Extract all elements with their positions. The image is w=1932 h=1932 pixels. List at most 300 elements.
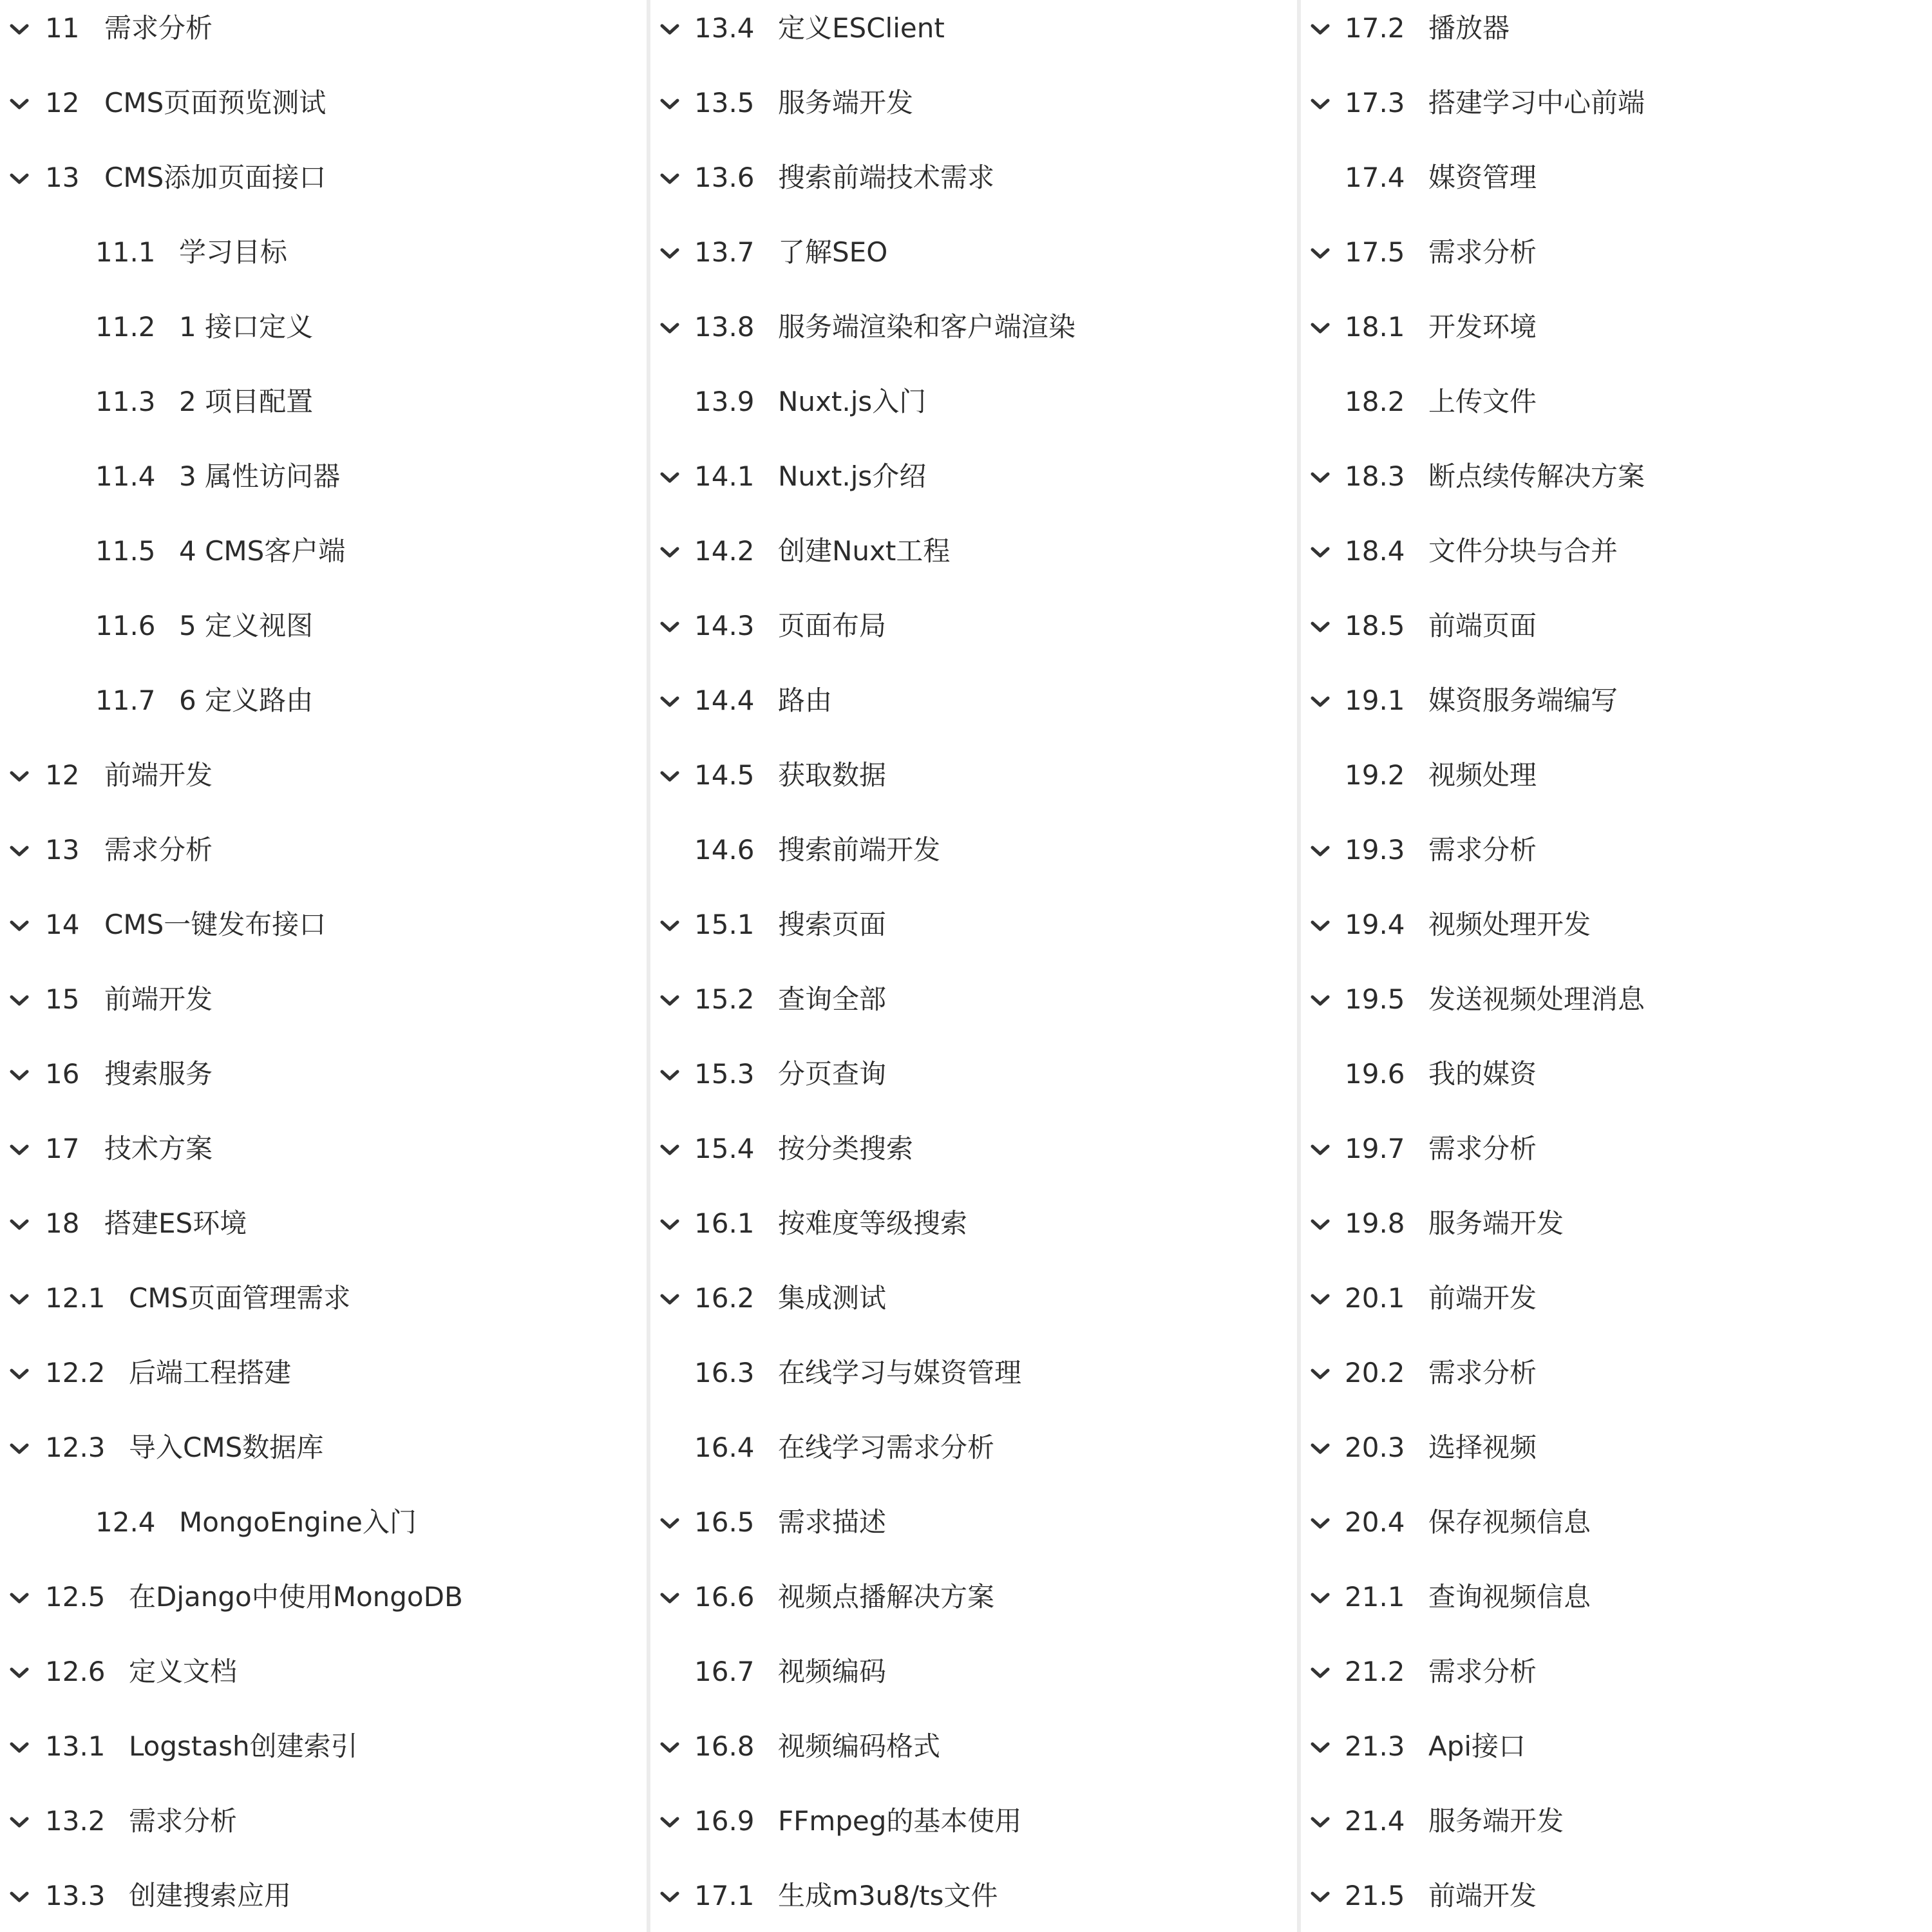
- chevron-down-icon[interactable]: [1310, 1741, 1331, 1754]
- toc-item[interactable]: [1301, 71, 1932, 135]
- chevron-down-icon[interactable]: [9, 1368, 30, 1381]
- toc-item-title: 需求分析: [129, 1805, 238, 1837]
- toc-item-title: 6 定义路由: [179, 685, 314, 716]
- toc-item-title: 前端开发: [1428, 1880, 1537, 1911]
- toc-item[interactable]: [1301, 1042, 1932, 1106]
- chevron-down-icon[interactable]: [9, 1218, 30, 1231]
- toc-item-number: 14.6: [694, 834, 755, 866]
- toc-item[interactable]: [1301, 743, 1932, 808]
- chevron-down-icon[interactable]: [1310, 1144, 1331, 1157]
- toc-item-number: 11.4: [95, 460, 156, 492]
- toc-item-title: 服务端开发: [778, 87, 914, 118]
- chevron-down-icon[interactable]: [1310, 994, 1331, 1007]
- toc-item[interactable]: [650, 1640, 1297, 1704]
- toc-item[interactable]: [1301, 1864, 1932, 1928]
- toc-item[interactable]: [1301, 1714, 1932, 1779]
- toc-item-title: 路由: [778, 685, 833, 716]
- toc-item[interactable]: [0, 1565, 647, 1629]
- toc-item-number: 19.3: [1345, 834, 1405, 866]
- toc-item-number: 21.5: [1345, 1880, 1405, 1911]
- chevron-down-icon[interactable]: [659, 471, 680, 484]
- toc-item-number: 21.4: [1345, 1805, 1405, 1837]
- toc-item-title: MongoEngine入门: [179, 1506, 417, 1538]
- toc-item-title: 服务端开发: [1428, 1208, 1564, 1239]
- toc-item[interactable]: [1301, 1416, 1932, 1480]
- chevron-down-icon[interactable]: [9, 920, 30, 933]
- toc-item-number: 16.3: [694, 1357, 755, 1388]
- toc-item-title: 按难度等级搜索: [778, 1208, 968, 1239]
- chevron-down-icon[interactable]: [9, 1891, 30, 1904]
- toc-item-number: 11.7: [95, 685, 156, 716]
- toc-item[interactable]: [0, 370, 647, 434]
- toc-item-title: 在Django中使用MongoDB: [129, 1581, 463, 1613]
- toc-item-title: 上传文件: [1428, 386, 1537, 417]
- toc-item[interactable]: [0, 1789, 647, 1853]
- toc-item-title: 视频编码: [778, 1656, 887, 1687]
- toc-item[interactable]: [0, 1266, 647, 1331]
- chevron-down-icon[interactable]: [1310, 1517, 1331, 1530]
- toc-item-number: 12.6: [45, 1656, 106, 1687]
- toc-item-number: 13.6: [694, 162, 755, 193]
- toc-item[interactable]: [650, 1117, 1297, 1181]
- toc-item-number: 13.9: [694, 386, 755, 417]
- toc-item[interactable]: [650, 1490, 1297, 1555]
- chevron-down-icon[interactable]: [659, 770, 680, 783]
- toc-item[interactable]: [650, 519, 1297, 583]
- toc-item-number: 12: [45, 759, 80, 791]
- toc-item[interactable]: [650, 1042, 1297, 1106]
- toc-item-title: 搜索前端开发: [778, 834, 941, 866]
- toc-item[interactable]: [1301, 594, 1932, 658]
- toc-item-number: 16: [45, 1058, 80, 1090]
- toc-item[interactable]: [1301, 818, 1932, 882]
- toc-item-number: 16.7: [694, 1656, 755, 1687]
- chevron-down-icon[interactable]: [1310, 1592, 1331, 1605]
- toc-item-title: 获取数据: [778, 759, 887, 791]
- toc-item[interactable]: [1301, 1341, 1932, 1405]
- toc-item[interactable]: [0, 295, 647, 359]
- chevron-down-icon[interactable]: [1310, 546, 1331, 559]
- toc-item[interactable]: [650, 1341, 1297, 1405]
- toc-item[interactable]: [650, 668, 1297, 733]
- toc-item-title: 媒资管理: [1428, 162, 1537, 193]
- toc-item-title: 视频处理: [1428, 759, 1537, 791]
- chevron-down-icon[interactable]: [659, 621, 680, 634]
- toc-item-number: 19.8: [1345, 1208, 1405, 1239]
- toc-item-number: 13.1: [45, 1730, 106, 1762]
- toc-item-title: FFmpeg的基本使用: [778, 1805, 1022, 1837]
- toc-item-number: 16.1: [694, 1208, 755, 1239]
- chevron-down-icon[interactable]: [9, 1741, 30, 1754]
- toc-item[interactable]: [0, 967, 647, 1032]
- toc-item-title: 定义文档: [129, 1656, 238, 1687]
- toc-item-number: 18.3: [1345, 460, 1405, 492]
- toc-item[interactable]: [650, 1714, 1297, 1779]
- toc-item-title: 页面布局: [778, 610, 887, 641]
- toc-item[interactable]: [0, 594, 647, 658]
- toc-item-number: 11: [45, 12, 80, 44]
- toc-item-title: 搜索页面: [778, 909, 887, 940]
- toc-item-title: 4 CMS客户端: [179, 535, 346, 567]
- toc-item[interactable]: [650, 818, 1297, 882]
- toc-item[interactable]: [0, 220, 647, 285]
- toc-item-title: 创建搜索应用: [129, 1880, 292, 1911]
- toc-item[interactable]: [1301, 1191, 1932, 1256]
- toc-list: [0, 0, 647, 1932]
- toc-item[interactable]: [0, 0, 647, 61]
- toc-item-number: 12.3: [45, 1432, 106, 1463]
- toc-item-title: Nuxt.js入门: [778, 386, 927, 417]
- toc-item-number: 20.3: [1345, 1432, 1405, 1463]
- chevron-down-icon[interactable]: [1310, 845, 1331, 858]
- toc-item-number: 12.1: [45, 1282, 106, 1314]
- toc-item-number: 16.9: [694, 1805, 755, 1837]
- toc-item[interactable]: [650, 0, 1297, 61]
- toc-item-title: Nuxt.js介绍: [778, 460, 927, 492]
- toc-item-title: 分页查询: [778, 1058, 887, 1090]
- toc-item-title: CMS页面管理需求: [129, 1282, 351, 1314]
- toc-item-title: 发送视频处理消息: [1428, 983, 1645, 1015]
- toc-item-title: 导入CMS数据库: [129, 1432, 324, 1463]
- toc-item[interactable]: [0, 1341, 647, 1405]
- toc-item[interactable]: [1301, 295, 1932, 359]
- toc-item[interactable]: [650, 444, 1297, 509]
- toc-item-title: 开发环境: [1428, 311, 1537, 343]
- toc-item[interactable]: [0, 668, 647, 733]
- toc-item-number: 13.5: [694, 87, 755, 118]
- toc-item-number: 21.1: [1345, 1581, 1405, 1613]
- chevron-down-icon[interactable]: [9, 994, 30, 1007]
- chevron-down-icon[interactable]: [659, 322, 680, 335]
- toc-item[interactable]: [0, 146, 647, 210]
- chevron-down-icon[interactable]: [9, 1443, 30, 1455]
- toc-item-title: 搭建学习中心前端: [1428, 87, 1645, 118]
- chevron-down-icon[interactable]: [1310, 920, 1331, 933]
- toc-item[interactable]: [0, 1042, 647, 1106]
- toc-item-number: 19.4: [1345, 909, 1405, 940]
- chevron-down-icon[interactable]: [1310, 621, 1331, 634]
- chevron-down-icon[interactable]: [9, 1816, 30, 1829]
- chevron-down-icon[interactable]: [9, 1144, 30, 1157]
- toc-item-number: 19.6: [1345, 1058, 1405, 1090]
- chevron-down-icon[interactable]: [9, 1069, 30, 1082]
- chevron-down-icon[interactable]: [1310, 696, 1331, 708]
- toc-item-number: 13.2: [45, 1805, 106, 1837]
- toc-item[interactable]: [0, 1191, 647, 1256]
- toc-item-number: 18.5: [1345, 610, 1405, 641]
- toc-item[interactable]: [1301, 668, 1932, 733]
- chevron-down-icon[interactable]: [9, 173, 30, 185]
- toc-item-title: 学习目标: [179, 236, 288, 268]
- toc-item-number: 17.3: [1345, 87, 1405, 118]
- toc-item[interactable]: [650, 967, 1297, 1032]
- toc-item-title: 在线学习需求分析: [778, 1432, 995, 1463]
- toc-item-title: 后端工程搭建: [129, 1357, 292, 1388]
- toc-item[interactable]: [650, 370, 1297, 434]
- toc-item-number: 13: [45, 162, 80, 193]
- toc-item-title: 技术方案: [104, 1133, 213, 1164]
- toc-item-title: 2 项目配置: [179, 386, 314, 417]
- toc-item-title: 需求描述: [778, 1506, 887, 1538]
- toc-item-title: 前端页面: [1428, 610, 1537, 641]
- toc-item-number: 16.6: [694, 1581, 755, 1613]
- toc-item-title: 查询视频信息: [1428, 1581, 1591, 1613]
- toc-item-title: 定义ESClient: [778, 12, 945, 44]
- toc-item-title: CMS添加页面接口: [104, 162, 327, 193]
- toc-item[interactable]: [0, 71, 647, 135]
- toc-item[interactable]: [650, 71, 1297, 135]
- chevron-down-icon[interactable]: [9, 1667, 30, 1680]
- toc-item-title: 需求分析: [1428, 1133, 1537, 1164]
- toc-item-number: 18.1: [1345, 311, 1405, 343]
- toc-item-number: 13.4: [694, 12, 755, 44]
- toc-item-number: 13.3: [45, 1880, 106, 1911]
- chevron-down-icon[interactable]: [1310, 322, 1331, 335]
- toc-item-number: 15.4: [694, 1133, 755, 1164]
- toc-item-title: 视频点播解决方案: [778, 1581, 995, 1613]
- toc-item-number: 13: [45, 834, 80, 866]
- toc-item-title: Logstash创建索引: [129, 1730, 358, 1762]
- chevron-down-icon[interactable]: [9, 98, 30, 111]
- toc-item-number: 12.4: [95, 1506, 156, 1538]
- toc-item[interactable]: [650, 1191, 1297, 1256]
- toc-item-number: 17: [45, 1133, 80, 1164]
- toc-item-title: 前端开发: [1428, 1282, 1537, 1314]
- toc-item[interactable]: [1301, 967, 1932, 1032]
- toc-item[interactable]: [650, 295, 1297, 359]
- chevron-down-icon[interactable]: [659, 920, 680, 933]
- toc-item-title: 视频处理开发: [1428, 909, 1591, 940]
- toc-item-number: 14.3: [694, 610, 755, 641]
- toc-item-title: CMS页面预览测试: [104, 87, 327, 118]
- toc-column-1: [0, 0, 647, 1932]
- chevron-down-icon[interactable]: [659, 994, 680, 1007]
- toc-item[interactable]: [1301, 1266, 1932, 1331]
- toc-item-title: 1 接口定义: [179, 311, 314, 343]
- toc-item[interactable]: [0, 1416, 647, 1480]
- chevron-down-icon[interactable]: [659, 23, 680, 36]
- chevron-down-icon[interactable]: [1310, 471, 1331, 484]
- toc-column-2: [650, 0, 1297, 1932]
- chevron-down-icon[interactable]: [9, 845, 30, 858]
- toc-item-title: 文件分块与合并: [1428, 535, 1618, 567]
- toc-item-title: Api接口: [1428, 1730, 1526, 1762]
- toc-item-number: 16.8: [694, 1730, 755, 1762]
- toc-item-title: 需求分析: [1428, 236, 1537, 268]
- toc-item-number: 11.6: [95, 610, 156, 641]
- chevron-down-icon[interactable]: [1310, 1667, 1331, 1680]
- toc-item-title: 我的媒资: [1428, 1058, 1537, 1090]
- toc-item-title: 查询全部: [778, 983, 887, 1015]
- toc-item[interactable]: [0, 1640, 647, 1704]
- chevron-down-icon[interactable]: [1310, 1891, 1331, 1904]
- toc-item-number: 21.2: [1345, 1656, 1405, 1687]
- toc-item[interactable]: [0, 1864, 647, 1928]
- chevron-down-icon[interactable]: [659, 1517, 680, 1530]
- toc-item[interactable]: [0, 743, 647, 808]
- toc-item-number: 19.1: [1345, 685, 1405, 716]
- toc-item-number: 12: [45, 87, 80, 118]
- toc-item[interactable]: [1301, 0, 1932, 61]
- toc-item-title: 前端开发: [104, 759, 213, 791]
- toc-item[interactable]: [0, 1490, 647, 1555]
- toc-item-number: 20.1: [1345, 1282, 1405, 1314]
- toc-item[interactable]: [1301, 1565, 1932, 1629]
- toc-item[interactable]: [1301, 1640, 1932, 1704]
- toc-item-title: 选择视频: [1428, 1432, 1537, 1463]
- chevron-down-icon[interactable]: [1310, 1293, 1331, 1306]
- toc-item-title: 播放器: [1428, 12, 1510, 44]
- chevron-down-icon[interactable]: [1310, 98, 1331, 111]
- toc-item-title: 需求分析: [104, 12, 213, 44]
- toc-item-number: 19.2: [1345, 759, 1405, 791]
- toc-item-title: 需求分析: [1428, 834, 1537, 866]
- toc-item-number: 16.5: [694, 1506, 755, 1538]
- chevron-down-icon[interactable]: [1310, 1368, 1331, 1381]
- chevron-down-icon[interactable]: [659, 1816, 680, 1829]
- chevron-down-icon[interactable]: [1310, 1218, 1331, 1231]
- toc-item[interactable]: [650, 1416, 1297, 1480]
- chevron-down-icon[interactable]: [9, 1592, 30, 1605]
- toc-item-title: 媒资服务端编写: [1428, 685, 1618, 716]
- toc-item-number: 16.4: [694, 1432, 755, 1463]
- toc-item[interactable]: [1301, 370, 1932, 434]
- toc-item[interactable]: [1301, 444, 1932, 509]
- toc-item-title: 创建Nuxt工程: [778, 535, 951, 567]
- toc-item[interactable]: [1301, 893, 1932, 957]
- toc-item-number: 17.1: [694, 1880, 755, 1911]
- toc-item-number: 14: [45, 909, 80, 940]
- toc-item-number: 15: [45, 983, 80, 1015]
- toc-item-number: 15.2: [694, 983, 755, 1015]
- toc-item[interactable]: [1301, 1789, 1932, 1853]
- toc-item[interactable]: [0, 818, 647, 882]
- toc-item-number: 14.1: [694, 460, 755, 492]
- toc-item[interactable]: [1301, 519, 1932, 583]
- toc-item-number: 15.1: [694, 909, 755, 940]
- toc-item-title: 5 定义视图: [179, 610, 314, 641]
- chevron-down-icon[interactable]: [1310, 1816, 1331, 1829]
- chevron-down-icon[interactable]: [659, 1891, 680, 1904]
- chevron-down-icon[interactable]: [9, 23, 30, 36]
- toc-item-number: 17.2: [1345, 12, 1405, 44]
- toc-item-number: 11.2: [95, 311, 156, 343]
- chevron-down-icon[interactable]: [659, 98, 680, 111]
- chevron-down-icon[interactable]: [1310, 247, 1331, 260]
- toc-item-number: 11.1: [95, 236, 156, 268]
- chevron-down-icon[interactable]: [659, 1592, 680, 1605]
- toc-item-title: 3 属性访问器: [179, 460, 341, 492]
- toc-column-3: [1301, 0, 1932, 1932]
- toc-item-number: 13.7: [694, 236, 755, 268]
- toc-item-title: 断点续传解决方案: [1428, 460, 1645, 492]
- toc-list: [1301, 0, 1932, 1932]
- toc-item[interactable]: [650, 1266, 1297, 1331]
- toc-item-number: 17.5: [1345, 236, 1405, 268]
- toc-item-title: 了解SEO: [778, 236, 888, 268]
- chevron-down-icon[interactable]: [659, 1144, 680, 1157]
- toc-item[interactable]: [650, 893, 1297, 957]
- toc-item-title: 服务端渲染和客户端渲染: [778, 311, 1076, 343]
- toc-item-number: 19.7: [1345, 1133, 1405, 1164]
- toc-item[interactable]: [1301, 1117, 1932, 1181]
- toc-item[interactable]: [650, 220, 1297, 285]
- toc-item-title: 前端开发: [104, 983, 213, 1015]
- toc-list: [650, 0, 1297, 1932]
- toc-item-title: 搭建ES环境: [104, 1208, 247, 1239]
- toc-item-number: 18: [45, 1208, 80, 1239]
- toc-item-title: 需求分析: [1428, 1357, 1537, 1388]
- toc-item-title: 在线学习与媒资管理: [778, 1357, 1022, 1388]
- toc-item-title: 按分类搜索: [778, 1133, 914, 1164]
- toc-item[interactable]: [1301, 146, 1932, 210]
- chevron-down-icon[interactable]: [659, 1741, 680, 1754]
- chevron-down-icon[interactable]: [659, 546, 680, 559]
- toc-item-number: 20.4: [1345, 1506, 1405, 1538]
- toc-item[interactable]: [0, 1714, 647, 1779]
- toc-item-number: 13.8: [694, 311, 755, 343]
- chevron-down-icon[interactable]: [659, 1293, 680, 1306]
- chevron-down-icon[interactable]: [659, 696, 680, 708]
- toc-item-title: CMS一键发布接口: [104, 909, 327, 940]
- toc-item[interactable]: [0, 519, 647, 583]
- toc-item[interactable]: [650, 743, 1297, 808]
- chevron-down-icon[interactable]: [1310, 1443, 1331, 1455]
- toc-item[interactable]: [650, 1864, 1297, 1928]
- chevron-down-icon[interactable]: [659, 1218, 680, 1231]
- toc-item-title: 需求分析: [104, 834, 213, 866]
- toc-item[interactable]: [650, 146, 1297, 210]
- toc-item-number: 11.5: [95, 535, 156, 567]
- toc-item-title: 搜索前端技术需求: [778, 162, 995, 193]
- toc-item-number: 15.3: [694, 1058, 755, 1090]
- toc-item-title: 服务端开发: [1428, 1805, 1564, 1837]
- toc-item[interactable]: [650, 1789, 1297, 1853]
- toc-item[interactable]: [0, 1117, 647, 1181]
- toc-item[interactable]: [650, 1565, 1297, 1629]
- toc-item-number: 17.4: [1345, 162, 1405, 193]
- toc-item-number: 12.2: [45, 1357, 106, 1388]
- toc-item-number: 18.2: [1345, 386, 1405, 417]
- toc-item[interactable]: [1301, 220, 1932, 285]
- toc-item[interactable]: [0, 444, 647, 509]
- toc-item-title: 视频编码格式: [778, 1730, 941, 1762]
- toc-item-title: 生成m3u8/ts文件: [778, 1880, 998, 1911]
- toc-item-title: 保存视频信息: [1428, 1506, 1591, 1538]
- toc-item-number: 21.3: [1345, 1730, 1405, 1762]
- toc-item[interactable]: [650, 594, 1297, 658]
- chevron-down-icon[interactable]: [9, 770, 30, 783]
- toc-item-title: 搜索服务: [104, 1058, 213, 1090]
- toc-item-number: 11.3: [95, 386, 156, 417]
- chevron-down-icon[interactable]: [659, 173, 680, 185]
- toc-item-number: 16.2: [694, 1282, 755, 1314]
- toc-item[interactable]: [0, 893, 647, 957]
- toc-item[interactable]: [1301, 1490, 1932, 1555]
- toc-item-number: 20.2: [1345, 1357, 1405, 1388]
- toc-item-number: 14.4: [694, 685, 755, 716]
- chevron-down-icon[interactable]: [659, 1069, 680, 1082]
- toc-item-number: 12.5: [45, 1581, 106, 1613]
- chevron-down-icon[interactable]: [9, 1293, 30, 1306]
- toc-item-number: 18.4: [1345, 535, 1405, 567]
- chevron-down-icon[interactable]: [1310, 23, 1331, 36]
- toc-item-number: 14.5: [694, 759, 755, 791]
- toc-item-title: 集成测试: [778, 1282, 887, 1314]
- toc-item-number: 19.5: [1345, 983, 1405, 1015]
- chevron-down-icon[interactable]: [659, 247, 680, 260]
- toc-item-number: 14.2: [694, 535, 755, 567]
